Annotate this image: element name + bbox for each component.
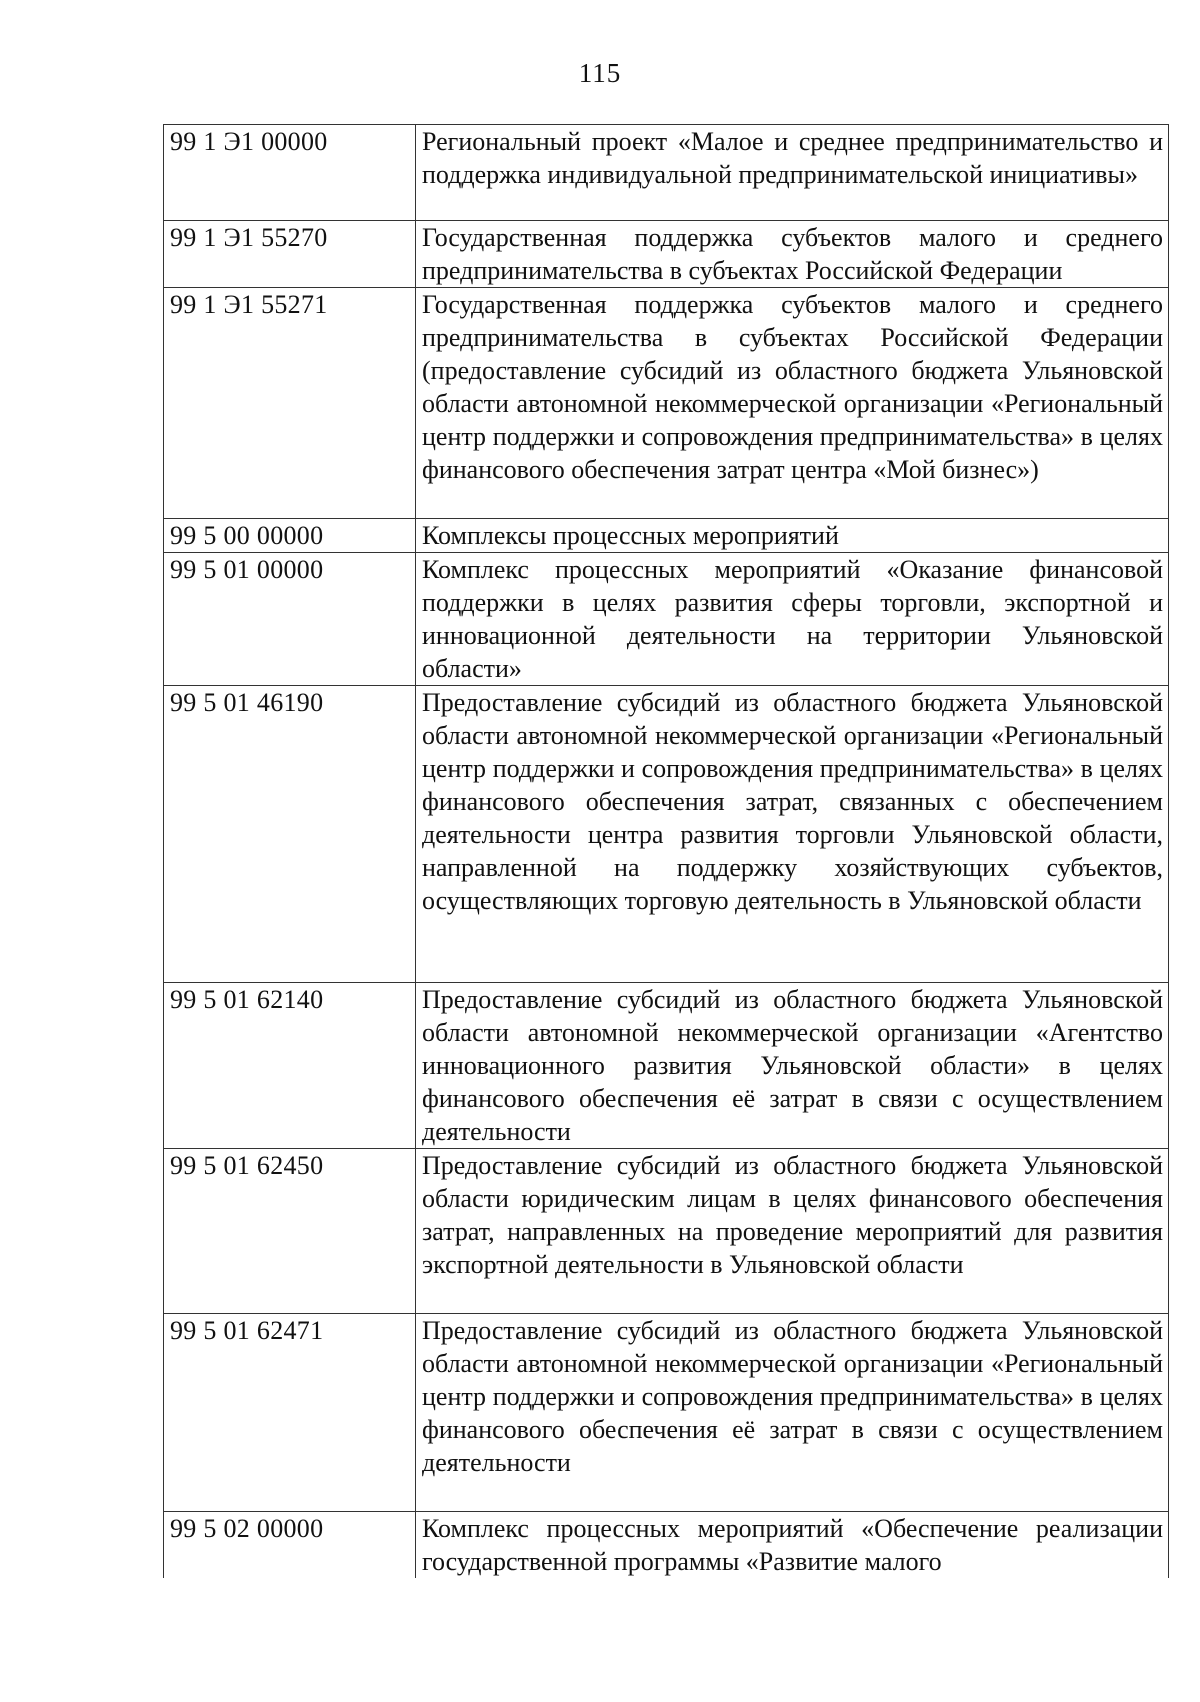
table-row <box>164 1149 1169 1314</box>
table-row <box>164 553 1169 686</box>
row-description: Предоставление субсидий из областного бюджета Ульяновской области автономной некоммерческой организации «Региональный центр поддержки и сопровождения предпринимательства» в целях финансового обеспечения её затрат в связи с осуществлением деятельности <box>416 1314 1169 1512</box>
table-row <box>164 1512 1169 1579</box>
row-code: 99 5 01 62140 <box>164 983 416 1149</box>
table-row <box>164 983 1169 1149</box>
page-number: 115 <box>578 58 622 88</box>
table-body <box>164 125 1169 1579</box>
row-code: 99 5 01 62471 <box>164 1314 416 1512</box>
row-description: Предоставление субсидий из областного бюджета Ульяновской области автономной некоммерческой организации «Агентство инновационного развития Ульяновской области» в целях финансового обеспечения её затрат в связи с осуществлением деятельности <box>416 983 1169 1149</box>
table-row <box>164 221 1169 288</box>
row-code: 99 1 Э1 55271 <box>164 288 416 519</box>
row-code: 99 5 01 46190 <box>164 686 416 983</box>
row-code: 99 1 Э1 00000 <box>164 125 416 221</box>
budget-classification-table <box>163 124 1169 1578</box>
row-description: Государственная поддержка субъектов малого и среднего предпринимательства в субъектах Российской Федерации (предоставление субсидий из областного бюджета Ульяновской области автономной некоммерческой организации «Региональный центр поддержки и сопровождения предпринимательства» в целях финансового обеспечения затрат центра «Мой бизнес») <box>416 288 1169 519</box>
row-description: Комплексы процессных мероприятий <box>416 519 1169 553</box>
row-description: Комплекс процессных мероприятий «Обеспечение реализации государственной программы «Развитие малого <box>416 1512 1169 1579</box>
row-description: Региональный проект «Малое и среднее предпринимательство и поддержка индивидуальной предпринимательской инициативы» <box>416 125 1169 221</box>
table-row <box>164 125 1169 221</box>
row-code: 99 5 01 62450 <box>164 1149 416 1314</box>
table-row <box>164 686 1169 983</box>
row-code: 99 5 02 00000 <box>164 1512 416 1579</box>
row-code: 99 1 Э1 55270 <box>164 221 416 288</box>
row-description: Предоставление субсидий из областного бюджета Ульяновской области автономной некоммерческой организации «Региональный центр поддержки и сопровождения предпринимательства» в целях финансового обеспечения затрат, связанных с обеспечением деятельности центра развития торговли Ульяновской области, направленной на поддержку хозяйствующих субъектов, осуществляющих торговую деятельность в Ульяновской области <box>416 686 1169 983</box>
table-row <box>164 288 1169 519</box>
row-description: Государственная поддержка субъектов малого и среднего предпринимательства в субъектах Российской Федерации <box>416 221 1169 288</box>
row-description: Предоставление субсидий из областного бюджета Ульяновской области юридическим лицам в целях финансового обеспечения затрат, направленных на проведение мероприятий для развития экспортной деятельности в Ульяновской области <box>416 1149 1169 1314</box>
row-description: Комплекс процессных мероприятий «Оказание финансовой поддержки в целях развития сферы торговли, экспортной и инновационной деятельности на территории Ульяновской области» <box>416 553 1169 686</box>
row-code: 99 5 01 00000 <box>164 553 416 686</box>
table-row <box>164 1314 1169 1512</box>
table-row <box>164 519 1169 553</box>
row-code: 99 5 00 00000 <box>164 519 416 553</box>
